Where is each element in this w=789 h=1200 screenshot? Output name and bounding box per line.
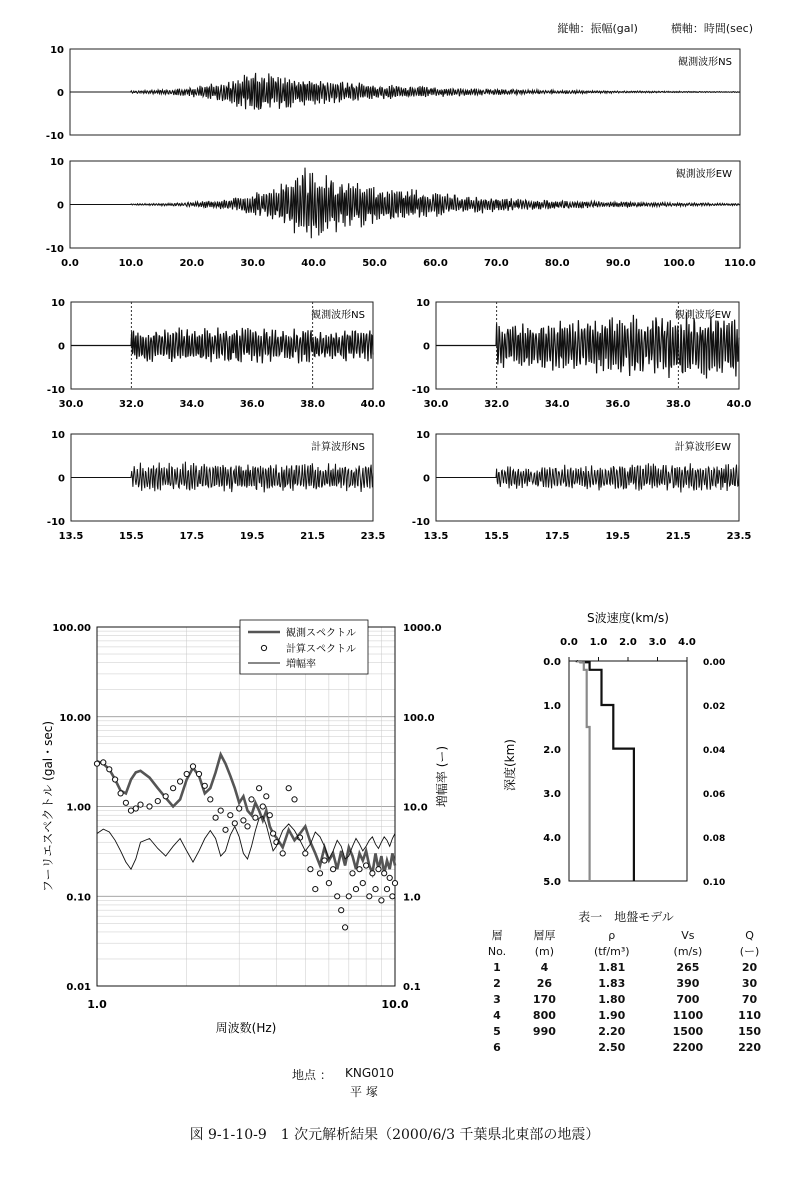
site-label: 地点 ：: [292, 1068, 332, 1082]
y2-tick-label: 1.0: [403, 892, 421, 904]
y-tick-label: 0.10: [66, 892, 91, 904]
table-row: [476, 975, 776, 991]
obs-ns-zoom-panel: [47, 298, 385, 410]
y2-tick-label: 0.00: [703, 658, 726, 668]
calc-spectrum-point: [184, 771, 189, 776]
axis-note: 縦軸：振幅(gal) 横軸：時間(sec): [557, 22, 753, 35]
x-tick-label: 30.0: [240, 258, 266, 269]
calc-spectrum-point: [384, 887, 389, 892]
y-tick-label: 0.0: [543, 657, 561, 668]
waveform-line: [71, 328, 373, 364]
y-tick-label: 10: [416, 430, 430, 441]
y-tick-label: 10: [50, 45, 64, 56]
panel-title: 観測波形NS: [678, 57, 732, 68]
x-tick-label: 2.0: [619, 637, 637, 648]
y-tick-label: -10: [46, 385, 65, 396]
calc-spectrum-point: [147, 804, 152, 809]
calc-spectrum-point: [373, 887, 378, 892]
calc-spectrum-point: [308, 867, 313, 872]
calc-spectrum-point: [94, 761, 99, 766]
fourier-spectrum-panel: [41, 620, 449, 1035]
y2-tick-label: 0.04: [703, 746, 726, 756]
cell: 4: [540, 960, 549, 974]
x-tick-label: 36.0: [239, 399, 265, 410]
cell: 1: [493, 960, 501, 974]
x-tick-label: 17.5: [544, 531, 570, 542]
calc-spectrum-point: [317, 871, 322, 876]
y-tick-label: -10: [45, 131, 64, 142]
calc-spectrum-point: [113, 777, 118, 782]
panel-title: 観測波形EW: [675, 169, 732, 180]
waveform-line: [436, 463, 739, 492]
y-tick-label: 0: [58, 473, 65, 485]
chart-legend: [240, 620, 368, 674]
cell: 990: [532, 1024, 556, 1038]
calc-spectrum-point: [343, 925, 348, 930]
x-tick-label: 70.0: [484, 258, 509, 269]
calc-spectrum-point: [271, 831, 276, 836]
calc-spectrum-point: [346, 894, 351, 899]
cell: 800: [532, 1008, 556, 1022]
figure-caption: 図 9-1-10-9 1 次元解析結果（2000/6/3 千葉県北東部の地震）: [189, 1127, 600, 1143]
legend-label: 増幅率: [286, 659, 316, 670]
y-tick-label: 0: [423, 341, 430, 353]
x-tick-label: 110.0: [724, 258, 756, 269]
calc-spectrum-point: [390, 894, 395, 899]
x-tick-label: 40.0: [726, 399, 752, 410]
calc-spectrum-point: [241, 818, 246, 823]
calc-spectrum-point: [107, 767, 112, 772]
unit-layer: No.: [487, 944, 507, 958]
x-tick-label: 34.0: [544, 399, 570, 410]
y-tick-label: 5.0: [543, 877, 561, 888]
calc-spectrum-point: [335, 894, 340, 899]
calc-spectrum-point: [133, 806, 138, 811]
y-tick-label: 1.00: [66, 802, 91, 814]
cell: 70: [741, 992, 758, 1006]
calc-spectrum-point: [208, 797, 213, 802]
x-tick-label: 19.5: [605, 531, 631, 542]
calc-spectrum-point: [171, 786, 176, 791]
x-axis-label: 周波数(Hz): [215, 1021, 277, 1035]
cell: 26: [536, 976, 553, 990]
calc-spectrum-point: [123, 800, 128, 805]
calc-spectrum-point: [196, 771, 201, 776]
y-tick-label: 4.0: [543, 833, 561, 844]
x-tick-label: 1.0: [87, 998, 107, 1011]
table-row: [476, 1007, 776, 1023]
cell: 150: [738, 1024, 762, 1038]
y-tick-label: 100.00: [52, 623, 91, 634]
x-tick-label: 13.5: [423, 531, 449, 542]
calc-spectrum-point: [357, 867, 362, 872]
calc-spectrum-point: [376, 867, 381, 872]
calc-spectrum-point: [178, 779, 183, 784]
y2-tick-label: 100.0: [403, 712, 435, 724]
calc-spectrum-point: [223, 827, 228, 832]
vs-profile-black-line: [577, 661, 634, 881]
calc-spectrum-point: [253, 815, 258, 820]
calc-spectrum-point: [237, 806, 242, 811]
cell: 700: [676, 992, 700, 1006]
legend-label: 計算スペクトル: [286, 644, 356, 655]
x-tick-label: 30.0: [58, 399, 84, 410]
calc-spectrum-point: [379, 898, 384, 903]
x-tick-label: 38.0: [300, 399, 325, 410]
panel-title: 計算波形NS: [311, 442, 365, 453]
waveform-line: [70, 168, 740, 239]
x-tick-label: 10.0: [381, 998, 409, 1011]
y-tick-label: -10: [411, 385, 430, 396]
unit-density: (tf/m³): [593, 944, 630, 958]
calc-spectrum-point: [249, 797, 254, 802]
panel-title: 計算波形EW: [674, 442, 731, 453]
calc-spectrum-point: [138, 802, 143, 807]
x-tick-label: 32.0: [119, 399, 144, 410]
x-tick-label: 3.0: [648, 637, 667, 648]
x-tick-label: 60.0: [423, 258, 448, 269]
obs-ns-full-panel: [46, 45, 740, 142]
ground-model-table: [476, 908, 776, 1055]
cell: 30: [741, 976, 758, 990]
y-tick-label: 1.0: [543, 701, 561, 712]
cell: 6: [493, 1040, 501, 1054]
calc-spectrum-point: [292, 797, 297, 802]
panel-title: 観測波形EW: [674, 310, 731, 321]
y2-tick-label: 0.1: [403, 982, 421, 993]
ground-model-title: 表一 地盤モデル: [578, 910, 674, 924]
y2-tick-label: 1000.0: [403, 623, 442, 634]
cell: 2.50: [598, 1040, 626, 1054]
calc-spectrum-point: [218, 808, 223, 813]
x-tick-label: 23.5: [726, 531, 752, 542]
waveform-line: [71, 462, 373, 493]
panel-title: 観測波形NS: [311, 310, 365, 321]
x-tick-label: 100.0: [663, 258, 695, 269]
y-tick-label: 10: [51, 430, 65, 441]
cell: 265: [676, 960, 700, 974]
waveform-line: [436, 312, 739, 378]
y2-tick-label: 0.08: [703, 834, 726, 844]
unit-thickness: (m): [534, 944, 555, 958]
x-tick-label: 38.0: [666, 399, 691, 410]
y-tick-label: 10: [416, 298, 430, 309]
calc-spectrum-point: [387, 875, 392, 880]
y-tick-label: 0: [58, 341, 65, 353]
calc-spectrum-point: [367, 894, 372, 899]
vs-profile-gray-line: [578, 661, 590, 881]
y2-axis-label: 増幅率 (ー): [435, 745, 449, 808]
calc-spectrum-point: [360, 881, 365, 886]
x-tick-label: 4.0: [678, 637, 696, 648]
calc-spectrum-point: [322, 858, 327, 863]
cell: 1.80: [598, 992, 626, 1006]
y-tick-label: -10: [46, 517, 65, 528]
calc-spectrum-point: [155, 799, 160, 804]
table-row: [476, 1039, 776, 1055]
header-layer: 層: [491, 929, 503, 942]
cell: 1.90: [598, 1008, 626, 1022]
calc-spectrum-point: [326, 881, 331, 886]
calc-ns-panel: [47, 430, 385, 542]
cell: [518, 1039, 571, 1055]
x-tick-label: 13.5: [58, 531, 84, 542]
calc-spectrum-point: [190, 764, 195, 769]
x-tick-label: 20.0: [179, 258, 205, 269]
calc-spectrum-point: [286, 786, 291, 791]
x-tick-label: 40.0: [301, 258, 326, 269]
legend-label: 観測スペクトル: [286, 628, 356, 639]
calc-spectrum-point: [118, 791, 123, 796]
y-tick-label: 0: [423, 473, 430, 485]
y-tick-label: 10: [51, 298, 65, 309]
waveform-line: [70, 73, 740, 110]
observed-spectrum-line: [97, 755, 395, 874]
cell: 3: [493, 992, 501, 1006]
calc-spectrum-point: [267, 813, 272, 818]
calc-spectrum-point: [353, 887, 358, 892]
cell: 110: [738, 1008, 762, 1022]
cell: 220: [738, 1040, 762, 1054]
x-tick-label: 15.5: [119, 531, 144, 542]
cell: 1.83: [598, 976, 626, 990]
calc-spectrum-point: [392, 881, 397, 886]
y-axis-label: 深度(km): [503, 738, 517, 792]
x-tick-label: 30.0: [423, 399, 449, 410]
header-density: ρ: [608, 928, 616, 942]
profile-title: S波速度(km/s): [587, 611, 669, 625]
x-tick-label: 21.5: [300, 531, 325, 542]
table-unit-row: [476, 943, 776, 959]
calc-spectrum-point: [313, 887, 318, 892]
x-tick-label: 32.0: [484, 399, 509, 410]
calc-spectrum-point: [280, 851, 285, 856]
x-tick-label: 40.0: [360, 399, 386, 410]
calc-spectrum-point: [364, 863, 369, 868]
cell: 2: [493, 976, 501, 990]
obs-ew-full-panel: [46, 157, 756, 269]
calc-spectrum-point: [370, 871, 375, 876]
calc-spectrum-point: [228, 813, 233, 818]
table-row: [476, 1023, 776, 1039]
calc-spectrum-point: [202, 783, 207, 788]
y2-tick-label: 0.10: [703, 878, 726, 888]
calc-spectrum-point: [163, 794, 168, 799]
calc-spectrum-point: [382, 871, 387, 876]
table-row: [476, 959, 776, 975]
cell: 1500: [672, 1024, 704, 1038]
x-tick-label: 36.0: [605, 399, 631, 410]
y-tick-label: 2.0: [543, 745, 561, 756]
calc-spectrum-point: [257, 786, 262, 791]
cell: 1100: [672, 1008, 704, 1022]
x-tick-label: 90.0: [605, 258, 631, 269]
table-row: [476, 991, 776, 1007]
x-tick-label: 50.0: [362, 258, 387, 269]
calc-spectrum-point: [260, 804, 265, 809]
x-tick-label: 23.5: [360, 531, 386, 542]
calc-ew-panel: [412, 430, 751, 542]
calc-spectrum-point: [245, 824, 250, 829]
y2-tick-label: 0.02: [703, 702, 726, 712]
cell: 390: [676, 976, 700, 990]
y-tick-label: 0.01: [66, 982, 91, 993]
x-tick-label: 21.5: [666, 531, 691, 542]
y-tick-label: -10: [45, 244, 64, 255]
y2-tick-label: 10.0: [403, 802, 428, 814]
calc-spectrum-point: [101, 760, 106, 765]
x-tick-label: 80.0: [544, 258, 570, 269]
calc-spectrum-point: [264, 794, 269, 799]
x-tick-label: 0.0: [560, 637, 578, 648]
cell: 170: [532, 992, 556, 1006]
calc-spectrum-point: [331, 867, 336, 872]
x-tick-label: 1.0: [589, 637, 608, 648]
cell: 20: [741, 960, 758, 974]
y2-tick-label: 0.06: [703, 790, 726, 800]
cell: 5: [493, 1024, 501, 1038]
y-tick-label: 3.0: [543, 789, 561, 800]
x-tick-label: 0.0: [61, 258, 79, 269]
cell: 2.20: [598, 1024, 626, 1038]
unit-q: (ー): [739, 945, 760, 958]
site-code: KNG010: [345, 1066, 395, 1080]
cell: 2200: [672, 1040, 704, 1054]
x-tick-label: 10.0: [118, 258, 144, 269]
x-tick-label: 19.5: [239, 531, 265, 542]
header-thickness: 層厚: [533, 929, 556, 942]
y-tick-label: -10: [411, 517, 430, 528]
obs-ew-zoom-panel: [412, 298, 751, 410]
x-tick-label: 34.0: [179, 399, 205, 410]
calc-spectrum-point: [232, 821, 237, 826]
cell: 1.81: [598, 960, 626, 974]
legend-swatch-calc: [261, 645, 266, 650]
header-q: Q: [745, 928, 754, 942]
header-vs: Vs: [681, 928, 695, 942]
unit-vs: (m/s): [673, 944, 703, 958]
calc-spectrum-point: [213, 815, 218, 820]
y-tick-label: 0: [57, 88, 64, 99]
x-tick-label: 15.5: [484, 531, 509, 542]
site-name: 平 塚: [350, 1085, 378, 1099]
cell: 4: [493, 1008, 501, 1022]
vs-profile-panel: [502, 610, 725, 888]
y-tick-label: 10: [50, 157, 64, 168]
y-tick-label: 0: [57, 200, 64, 212]
table-header-row: [476, 927, 776, 943]
y-tick-label: 10.00: [59, 712, 91, 724]
calc-spectrum-point: [350, 871, 355, 876]
x-tick-label: 17.5: [179, 531, 205, 542]
y-axis-label: フーリエスペクトル (gal・sec): [41, 720, 55, 893]
calc-spectrum-point: [339, 908, 344, 913]
